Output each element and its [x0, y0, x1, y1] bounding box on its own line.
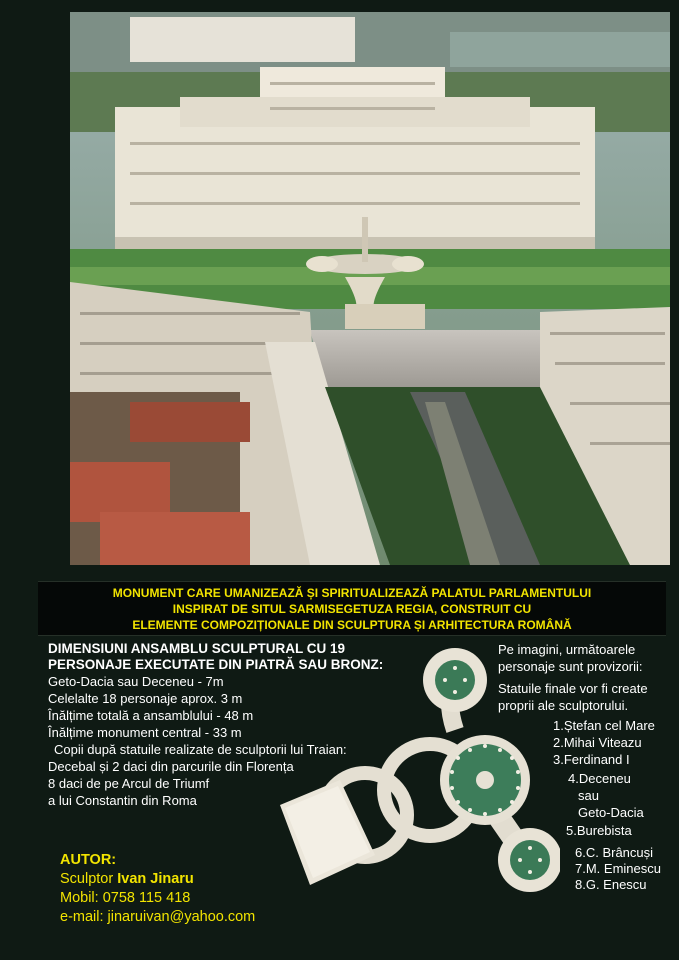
character-1: 1.Ștefan cel Mare: [553, 718, 655, 733]
character-4: 4.Deceneu: [568, 771, 631, 786]
title-banner: [38, 581, 666, 636]
character-6: 6.C. Brâncuși: [575, 845, 654, 860]
author-email: e-mail: jinaruivan@yahoo.com: [60, 909, 256, 925]
aerial-photo-palace-of-parliament: [70, 12, 670, 565]
dimension-line: Copii după statuile realizate de sculptorii lui Traian:: [54, 742, 347, 757]
banner-line-3: ELEMENTE COMPOZIȚIONALE DIN SCULPTURA ȘI ARHITECTURA ROMÂNĂ: [132, 618, 572, 632]
character-5: 5.Burebista: [566, 823, 632, 838]
author-name: Ivan Jinaru: [117, 871, 194, 887]
author-name-line: [60, 870, 255, 889]
dimension-line: Înălțime monument central - 33 m: [48, 725, 242, 740]
dimensions-heading-1: DIMENSIUNI ANSAMBLU SCULPTURAL CU 19: [48, 641, 346, 656]
dimension-line: Decebal și 2 daci din parcurile din Florența: [48, 759, 294, 774]
dimension-line: 8 daci de pe Arcul de Triumf: [48, 776, 210, 791]
character-2: 2.Mihai Viteazu: [553, 735, 642, 750]
banner-line-1: MONUMENT CARE UMANIZEAZĂ ȘI SPIRITUALIZEAZĂ PALATUL PARLAMENTULUI: [112, 586, 592, 600]
dimension-line: Geto-Dacia sau Deceneu - 7m: [48, 674, 224, 689]
notes-block: [498, 641, 678, 714]
note-line: Statuile finale vor fi create: [498, 681, 648, 696]
note-line: personaje sunt provizorii:: [498, 659, 643, 674]
character-3: 3.Ferdinand I: [553, 752, 630, 767]
character-4-alt: Geto-Dacia: [578, 805, 644, 820]
dimension-line: Înălțime totală a ansamblului - 48 m: [48, 708, 254, 723]
author-phone: Mobil: 0758 115 418: [60, 890, 191, 906]
dimension-line: Celelalte 18 personaje aprox. 3 m: [48, 691, 243, 706]
note-line: Pe imagini, următoarele: [498, 642, 636, 657]
character-4-or: sau: [578, 788, 599, 803]
author-prefix: Sculptor: [60, 871, 114, 887]
aerial-photo-illustration: [70, 12, 670, 565]
banner-line-2: INSPIRAT DE SITUL SARMISEGETUZA REGIA, CONSTRUIT CU: [172, 602, 532, 616]
character-7: 7.M. Eminescu: [575, 861, 661, 876]
author-label: AUTOR:: [60, 852, 117, 868]
dimensions-heading-2: PERSONAJE EXECUTATE DIN PIATRĂ SAU BRONZ:: [48, 657, 384, 672]
character-8: 8.G. Enescu: [575, 877, 647, 892]
note-line: proprii ale sculptorului.: [498, 698, 629, 713]
dimension-line: a lui Constantin din Roma: [48, 793, 197, 808]
author-block: [60, 851, 255, 927]
